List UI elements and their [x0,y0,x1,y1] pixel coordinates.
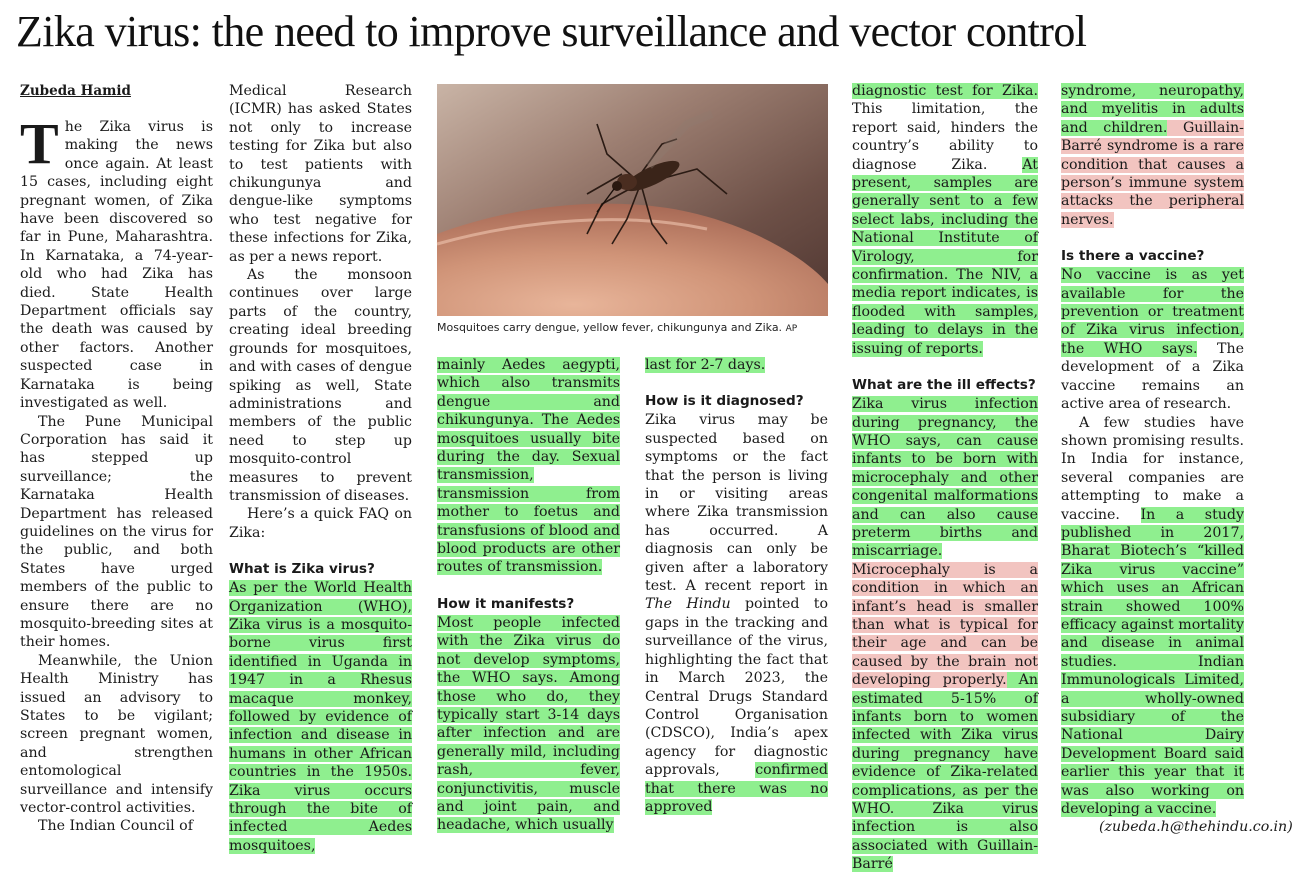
subheading-what-is-zika: What is Zika virus? [229,561,375,578]
highlight-green: mainly Aedes aegypti, which also transmits dengue and chikungunya. The Aedes mosquitoes usually bite during the day. Sexual transmission, transmission from mother to foetus and transfusions of blood and blood products are other routes of transmission. [437,357,620,576]
paragraph [852,395,1038,874]
highlight-pink: Guillain-Barré syndrome is a rare condition that causes a person’s immune system attacks the peripheral nerves. [1061,119,1244,228]
column-3 [437,356,620,834]
subheading-how-diagnosed: How is it diagnosed? [645,393,804,410]
text-run: pointed to gaps in the tracking and surveillance of the virus, highlighting the fact that in March 2023, the Central Drugs Standard Control Organisation (CDSCO), India’s apex agency for diagnostic approvals, [645,596,828,779]
headline: Zika virus: the need to improve surveillance and vector control [16,7,1087,56]
photo-credit: AP [785,324,798,334]
paragraph [437,356,620,577]
highlight-green: At present, samples are generally sent to a few select labs, including the National Institute of Virology, for confirmation. The NIV, a media report indicates, is flooded with samples, leading to delays in the issuing of reports. [852,156,1038,357]
highlight-green: syndrome, neuropathy, and myelitis in adults and children. [1061,83,1244,136]
caption-text: Mosquitoes carry dengue, yellow fever, chikungunya and Zika. [437,321,783,334]
highlight-green: diagnostic test for Zika. [852,83,1038,99]
paragraph: The Pune Municipal Corporation has said it has stepped up surveillance; the Karnataka Health Department has released guidelines on the virus for the public, and both States have urged members of the public to ensure there are no mosquito-breeding sites at their homes. [20,413,213,651]
paragraph [645,411,828,816]
paragraph [437,614,620,835]
highlight-green: Zika virus infection during pregnancy, the WHO says, can cause infants to be born with microcephaly and other congenital malformations and can also cause preterm births and miscarriage. [852,396,1038,560]
column-4 [645,356,828,815]
highlight-green: In a study published in 2017, Bharat Biotech’s “killed Zika virus vaccine” which uses an African strain showed 100% efficacy against mortality and disease in animal studies. Indian Immunologicals Limited, a wholly-owned subsidiary of the National Dairy Development Board said earlier this year that it was also working on developing a vaccine. [1061,506,1244,818]
highlight-green: No vaccine is as yet available for the prevention or treatment of Zika virus infection, the WHO says. [1061,267,1244,357]
publication-name: The Hindu [645,596,731,613]
column-2 [229,82,412,854]
column-5 [852,82,1038,873]
text-run: A few studies have shown promising results. In India for instance, several companies are attempting to make a vaccine. [1061,414,1244,523]
paragraph [1061,266,1244,413]
paragraph: Medical Research (ICMR) has asked States not only to increase testing for Zika but also to test patients with chikungunya and dengue-like symptoms who test negative for these infections for Zika, as per a news report. [229,83,412,265]
author-email[interactable]: (zubeda.h@thehindu.co.in) [1099,819,1293,836]
subheading-how-it-manifests: How it manifests? [437,595,575,612]
paragraph: Here’s a quick FAQ on Zika: [229,506,412,541]
drop-cap: T [20,111,59,176]
mosquito-photo [437,84,828,316]
lead-text: he Zika virus is making the news once again. At least 15 cases, including eight pregnant women, of Zika have been discovered so far in Pune, Maharashtra. In Karnataka, a 74-year-old who had Zika has died. State Health Department officials say the death was caused by other factors. Another suspected case in Karnataka is being investigated as well. [20,119,213,412]
highlight-green: Most people infected with the Zika virus do not develop symptoms, the WHO says. Among those who do, they typically start 3-14 days after infection and are generally mild, including rash, fever, conjunctivitis, muscle and joint pain, and headache, which usually [437,614,620,834]
paragraph [645,356,828,374]
text-run: Zika virus may be suspected based on symptoms or the fact that the person is living in or visiting areas where Zika transmission has occurred. A diagnosis can only be given after a laboratory test. A recent report in [645,412,828,595]
photo-caption [437,320,828,337]
highlight-green: confirmed that there was no approved [645,762,828,815]
text-run: The development of a Zika vaccine remains an active area of research. [1061,340,1244,413]
column-1 [20,82,213,835]
column-6 [1061,82,1293,836]
highlight-pink: Microcephaly is a condition in which an infant’s head is smaller than what is typical for their age and can be caused by the brain not developing properly. [852,561,1038,689]
paragraph: Meanwhile, the Union Health Ministry has issued an advisory to States to be vigilant; screen pregnant women, and strengthen entomological surveillance and intensify vector-control activities. [20,652,213,817]
subheading-vaccine: Is there a vaccine? [1061,248,1205,265]
paragraph [1061,82,1244,229]
subheading-ill-effects: What are the ill effects? [852,377,1036,394]
highlight-green: As per the World Health Organization (WHO), Zika virus is a mosquito-borne virus first identified in Uganda in 1947 in a Rhesus macaque monkey, followed by evidence of infection and disease in humans in other African countries in the 1950s. Zika virus occurs through the bite of infected Aedes mosquitoes, [229,580,412,854]
highlight-green: last for 2-7 days. [645,357,766,373]
paragraph: The Indian Council of [38,818,193,835]
paragraph: As the monsoon continues over large parts of the country, creating ideal breeding grounds for mosquitoes, and with cases of dengue spiking as well, State administrations and members of the public need to step up mosquito-control measures to prevent transmission of diseases. [229,267,412,504]
byline[interactable]: Zubeda Hamid [20,83,131,99]
paragraph [1061,414,1244,819]
lead-paragraph [20,111,213,413]
paragraph [852,82,1038,358]
highlight-green: An estimated 5-15% of infants born to women infected with Zika virus during pregnancy have evidence of Zika-related complications, as per the WHO. Zika virus infection is also associated with Guillain-Barré [852,672,1038,873]
text-run: This limitation, the report said, hinders the country’s ability to diagnose Zika. [852,101,1038,173]
paragraph [229,579,412,855]
mosquito-on-skin-image [437,84,828,316]
